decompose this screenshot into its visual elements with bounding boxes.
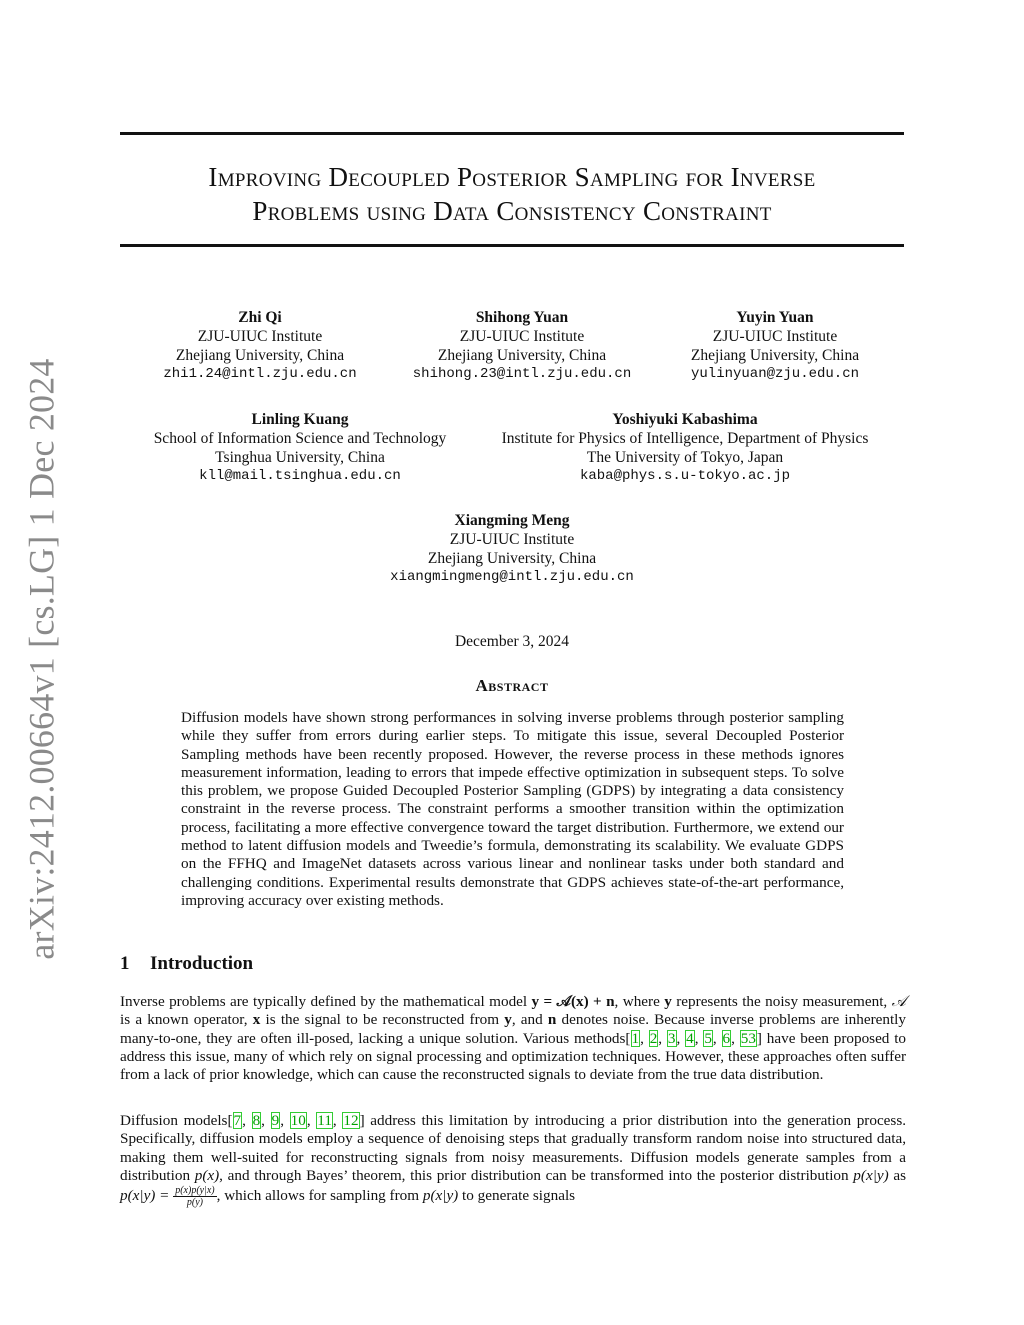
- author-email: xiangmingmeng@intl.zju.edu.cn: [390, 569, 634, 585]
- text-run: as: [888, 1166, 906, 1184]
- intro-paragraph-2: Diffusion models[7, 8, 9, 10, 11, 12] address this limitation by introducing a prior distribution into the generation process. Specifically, diffusion models employ a sequence of denoising steps that gradually transform random noise into structured data, making them well-suited for reconstructing signals from noisy measurements. Diffusion models generate samples from a distribution p(x), and through Bayes’ theorem, this prior distribution can be transformed into the posterior distribution p(x|y) as p(x|y) = $\frac{p(x)p(y|x)}{p(y)}$ , which allows for sampling from p(x|y) to generate signals: [120, 1112, 907, 1209]
- section-number: 1: [120, 953, 130, 974]
- author-affiliation: ZJU-UIUC Institute: [712, 328, 838, 345]
- var-operator: 𝒜: [891, 993, 906, 1010]
- var-x: x: [252, 1011, 261, 1029]
- text-run: Diffusion models[: [120, 1112, 233, 1129]
- author-block: [382, 308, 662, 384]
- author-name: Yuyin Yuan: [736, 309, 814, 326]
- text-run: , and: [511, 1011, 548, 1029]
- citation-link[interactable]: 6: [722, 1029, 731, 1047]
- author-affiliation: ZJU-UIUC Institute: [449, 531, 575, 548]
- abstract-heading: Abstract: [475, 676, 549, 695]
- title-line-1: Improving Decoupled Posterior Sampling for Inverse: [208, 162, 816, 192]
- author-name: Yoshiyuki Kabashima: [612, 411, 758, 428]
- text-run: to generate signals: [458, 1187, 576, 1205]
- citation-link[interactable]: 12: [343, 1112, 359, 1129]
- author-name: Linling Kuang: [251, 411, 349, 428]
- text-run: , where: [614, 993, 665, 1010]
- abstract-body: Diffusion models have shown strong performances in solving inverse problems through posterior sampling while they suffer from errors during earlier steps. To mitigate this issue, several Decoupled Posterior Sampling methods have been recently proposed. However, the reverse process in these methods ignores measurement information, leading to errors that impede effective optimization in subsequent steps. To solve this problem, we propose Guided Decoupled Posterior Sampling (GDPS) by integrating a data consistency constraint in the reverse process. The constraint performs a smoother transition within the optimization process, facilitating a more effective convergence toward the target distribution. Furthermore, we extend our method to latent diffusion models and Tweedie’s formula, demonstrating its scalability. We evaluate GDPS on the FFHQ and ImageNet datasets across various linear and nonlinear tasks under both standard and challenging conditions. Experimental results demonstrate that GDPS achieves state-of-the-art performance, improving accuracy over existing methods.: [181, 709, 844, 909]
- intro-paragraph-1: Inverse problems are typically defined by the mathematical model y = 𝒜(x) + n, where y represents the noisy measurement, 𝒜 is a known operator, x is the signal to be reconstructed from y, and n denotes noise. Because inverse problems are inherently many-to-one, they are often ill-posed, lacking a unique solution. Various methods[1, 2, 3, 4, 5, 6, 53] have been proposed to address this issue, many of which rely on signal processing and optimization techniques. However, these approaches often suffer from a lack of prior knowledge, which can cause the reconstructed signals to deviate from the true data distribution.: [120, 993, 907, 1084]
- author-affiliation: Tsinghua University, China: [215, 449, 385, 466]
- text-run: is a known operator,: [120, 1011, 253, 1029]
- author-email: shihong.23@intl.zju.edu.cn: [412, 366, 632, 382]
- equation-posterior: p(x|y): [853, 1166, 889, 1184]
- author-block: [640, 308, 910, 384]
- author-affiliation: Zhejiang University, China: [437, 347, 607, 364]
- title-rule-bottom: [120, 244, 904, 247]
- author-name: Zhi Qi: [238, 309, 282, 326]
- citation-link[interactable]: 7: [233, 1112, 242, 1129]
- title-line-2: Problems using Data Consistency Constraint: [252, 196, 772, 226]
- citation-link[interactable]: 9: [271, 1112, 280, 1129]
- author-affiliation: ZJU-UIUC Institute: [197, 328, 323, 345]
- author-affiliation: The University of Tokyo, Japan: [586, 449, 784, 466]
- arxiv-sidebar: [6, 358, 78, 960]
- citation-link[interactable]: 11: [317, 1112, 332, 1129]
- text-run: represents the noisy measurement,: [671, 993, 892, 1010]
- equation-model: y = 𝒜(x) + n: [531, 993, 615, 1010]
- equation-prior: p(x): [194, 1166, 220, 1184]
- author-email: zhi1.24@intl.zju.edu.cn: [163, 366, 357, 382]
- author-block: [480, 410, 890, 486]
- fraction-denominator: p(y): [186, 1197, 203, 1209]
- author-affiliation: Zhejiang University, China: [175, 347, 345, 364]
- equation-bayes: p(x|y) =: [120, 1187, 174, 1205]
- text-run: denotes noise. Because inverse problems are inherently many-to-one, they are often ill-posed, lacking a unique solution. Various methods[: [120, 1011, 906, 1047]
- var-n: n: [547, 1011, 557, 1029]
- citation-link[interactable]: 53: [740, 1029, 756, 1047]
- bayes-fraction: [173, 1185, 216, 1208]
- citation-link[interactable]: 8: [252, 1112, 261, 1129]
- author-affiliation: Institute for Physics of Intelligence, Department of Physics: [501, 430, 869, 447]
- var-y: y: [504, 1011, 512, 1029]
- author-email: kll@mail.tsinghua.edu.cn: [199, 468, 401, 484]
- text-run: , which allows for sampling from: [216, 1187, 423, 1205]
- citation-link[interactable]: 3: [667, 1029, 676, 1047]
- section-heading: [120, 953, 253, 975]
- equation-posterior: p(x|y): [422, 1187, 459, 1205]
- author-name: Xiangming Meng: [454, 512, 570, 529]
- citation-link[interactable]: 2: [649, 1029, 658, 1047]
- arxiv-id: arXiv:2412.00664v1 [cs.LG] 1 Dec 2024: [22, 358, 62, 960]
- text-run: is the signal to be reconstructed from: [260, 1011, 505, 1029]
- author-name: Shihong Yuan: [475, 309, 569, 326]
- author-affiliation: Zhejiang University, China: [690, 347, 860, 364]
- text-run: Inverse problems are typically defined by the mathematical model: [120, 993, 532, 1010]
- text-run: , and through Bayes’ theorem, this prior distribution can be transformed into the posterior distribution: [219, 1166, 854, 1184]
- author-affiliation: Zhejiang University, China: [427, 550, 597, 567]
- title-rule-top: [120, 132, 904, 135]
- paper-date: December 3, 2024: [454, 633, 570, 650]
- citation-link[interactable]: 5: [704, 1029, 712, 1047]
- citation-link[interactable]: 1: [631, 1029, 640, 1047]
- text-run: ] address this limitation by introducing a prior distribution into the generation process. Specifically, diffusion models employ a sequence of denoising steps that gradually transform random noise into structured data, making them well-suited for reconstructing signals from noisy measurements. Diffusion models generate samples from a distribution: [120, 1112, 907, 1184]
- author-affiliation: ZJU-UIUC Institute: [459, 328, 585, 345]
- author-block: [130, 410, 470, 486]
- paper-title: [120, 160, 904, 228]
- author-affiliation: School of Information Science and Technology: [153, 430, 447, 447]
- section-title: Introduction: [150, 953, 254, 974]
- author-email: yulinyuan@zju.edu.cn: [690, 366, 860, 382]
- author-block: [362, 511, 662, 587]
- fraction-numerator: p(x)p(y|x): [175, 1185, 215, 1197]
- author-block: [120, 308, 400, 384]
- var-y: y: [664, 993, 672, 1010]
- text-run: ] have been proposed to address this issue, many of which rely on signal processing and optimization techniques. However, these approaches often suffer from a lack of prior knowledge, which can cause the reconstructed signals to deviate from the true data distribution.: [120, 1029, 907, 1084]
- citation-link[interactable]: 10: [290, 1112, 306, 1129]
- citation-link[interactable]: 4: [686, 1029, 694, 1047]
- author-email: kaba@phys.s.u-tokyo.ac.jp: [579, 468, 791, 484]
